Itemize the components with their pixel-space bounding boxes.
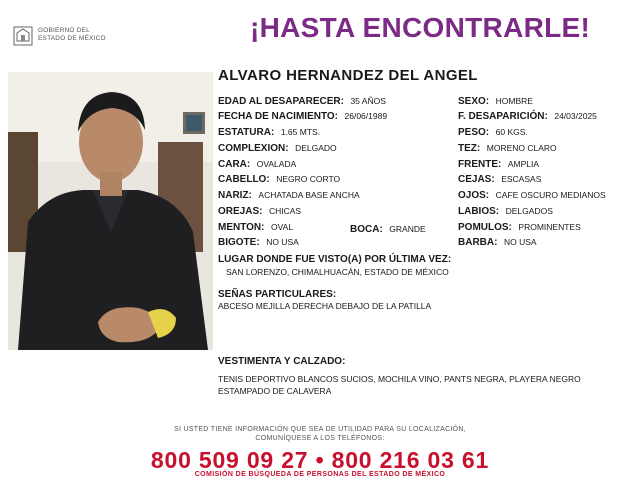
field-boca bbox=[350, 224, 426, 235]
senas-text: ABCESO MEJILLA DERECHA DEBAJO DE LA PATILLA bbox=[218, 301, 432, 311]
field-labios bbox=[458, 206, 553, 217]
field-frente-value: AMPLIA bbox=[507, 159, 540, 169]
vestimenta-title: VESTIMENTA Y CALZADO: bbox=[218, 356, 346, 367]
field-estatura-label: ESTATURA: bbox=[218, 127, 275, 138]
field-estatura bbox=[218, 127, 320, 138]
gov-text-line1: GOBIERNO DEL bbox=[38, 27, 90, 34]
lugar-title: LUGAR DONDE FUE VISTO(A) POR ÚLTIMA VEZ: bbox=[218, 254, 452, 265]
field-frente bbox=[458, 159, 539, 170]
field-peso-value: 60 KGS. bbox=[495, 127, 528, 137]
field-cara-value: OVALADA bbox=[256, 159, 297, 169]
phone-numbers: 800 509 09 27 • 800 216 03 61 bbox=[150, 447, 490, 473]
field-cabello-value: NEGRO CORTO bbox=[276, 174, 341, 184]
field-orejas bbox=[218, 206, 301, 217]
field-desaparicion bbox=[458, 111, 597, 122]
field-bigote-value: NO USA bbox=[266, 237, 299, 247]
field-pomulos-label: POMULOS: bbox=[458, 222, 512, 233]
field-boca-value: GRANDE bbox=[389, 224, 426, 234]
field-tez-label: TEZ: bbox=[458, 143, 481, 154]
vestimenta-text: TENIS DEPORTIVO BLANCOS SUCIOS, MOCHILA VINO, PANTS NEGRA, PLAYERA NEGRO ESTAMPADO DE CALAVERA bbox=[218, 374, 581, 396]
field-pomulos bbox=[458, 222, 581, 233]
field-complexion bbox=[218, 143, 337, 154]
field-barba-label: BARBA: bbox=[458, 237, 498, 248]
field-orejas-value: CHICAS bbox=[268, 206, 302, 216]
state-emblem-icon bbox=[12, 23, 34, 47]
field-complexion-value: DELGADO bbox=[295, 143, 337, 153]
field-boca-label: BOCA: bbox=[350, 224, 383, 235]
headline: ¡HASTA ENCONTRARLE! bbox=[250, 12, 591, 43]
field-nacimiento-value: 26/06/1989 bbox=[344, 111, 388, 121]
field-peso bbox=[458, 127, 528, 138]
field-nariz bbox=[218, 190, 360, 201]
field-tez-value: MORENO CLARO bbox=[486, 143, 557, 153]
field-pomulos-value: PROMINENTES bbox=[518, 222, 581, 232]
field-nariz-label: NARIZ: bbox=[218, 190, 252, 201]
field-sexo-label: SEXO: bbox=[458, 96, 490, 107]
government-logo bbox=[12, 22, 132, 48]
field-barba bbox=[458, 237, 537, 248]
field-cara-label: CARA: bbox=[218, 159, 251, 170]
field-edad-value: 35 AÑOS bbox=[350, 96, 386, 106]
field-orejas-label: OREJAS: bbox=[218, 206, 263, 217]
gov-text-line2: ESTADO DE MÉXICO bbox=[38, 35, 106, 42]
lugar-text: SAN LORENZO, CHIMALHUACÁN, ESTADO DE MÉXICO bbox=[226, 267, 449, 277]
field-barba-value: NO USA bbox=[503, 237, 537, 247]
commission-name: COMISIÓN DE BÚSQUEDA DE PERSONAS DEL ESTADO DE MÉXICO bbox=[194, 471, 446, 478]
field-edad-label: EDAD AL DESAPARECER: bbox=[218, 96, 344, 107]
person-photo bbox=[8, 72, 213, 350]
field-labios-value: DELGADOS bbox=[505, 206, 553, 216]
field-complexion-label: COMPLEXION: bbox=[218, 143, 289, 154]
field-bigote bbox=[218, 237, 299, 248]
field-menton-label: MENTON: bbox=[218, 222, 265, 233]
field-tez bbox=[458, 143, 557, 154]
field-nacimiento bbox=[218, 111, 387, 122]
field-labios-label: LABIOS: bbox=[458, 206, 500, 217]
field-frente-label: FRENTE: bbox=[458, 159, 502, 170]
field-sexo bbox=[458, 96, 533, 107]
field-ojos bbox=[458, 190, 606, 201]
field-menton bbox=[218, 222, 293, 233]
field-bigote-label: BIGOTE: bbox=[218, 237, 260, 248]
field-estatura-value: 1.65 MTS. bbox=[280, 127, 321, 137]
field-menton-value: OVAL bbox=[271, 222, 294, 232]
field-cejas-value: ESCASAS bbox=[501, 174, 542, 184]
field-sexo-value: HOMBRE bbox=[495, 96, 533, 106]
field-cejas bbox=[458, 174, 541, 185]
senas-title: SEÑAS PARTICULARES: bbox=[218, 289, 337, 300]
field-cabello-label: CABELLO: bbox=[218, 174, 270, 185]
field-cejas-label: CEJAS: bbox=[458, 174, 495, 185]
field-ojos-value: CAFE OSCURO MEDIANOS bbox=[495, 190, 606, 200]
field-edad bbox=[218, 96, 386, 107]
field-peso-label: PESO: bbox=[458, 127, 490, 138]
field-desaparicion-value: 24/03/2025 bbox=[554, 111, 597, 121]
field-nariz-value: ACHATADA BASE ANCHA bbox=[258, 190, 360, 200]
field-cabello bbox=[218, 174, 340, 185]
contact-notice-line1: SI USTED TIENE INFORMACIÓN QUE SEA DE UTILIDAD PARA SU LOCALIZACIÓN, bbox=[173, 426, 467, 433]
contact-notice-line2: COMUNÍQUESE A LOS TELÉFONOS: bbox=[255, 435, 385, 442]
field-ojos-label: OJOS: bbox=[458, 190, 490, 201]
field-desaparicion-label: F. DESAPARICIÓN: bbox=[458, 111, 548, 122]
field-cara bbox=[218, 159, 296, 170]
person-name: ALVARO HERNANDEZ DEL ANGEL bbox=[218, 67, 478, 84]
field-nacimiento-label: FECHA DE NACIMIENTO: bbox=[218, 111, 338, 122]
